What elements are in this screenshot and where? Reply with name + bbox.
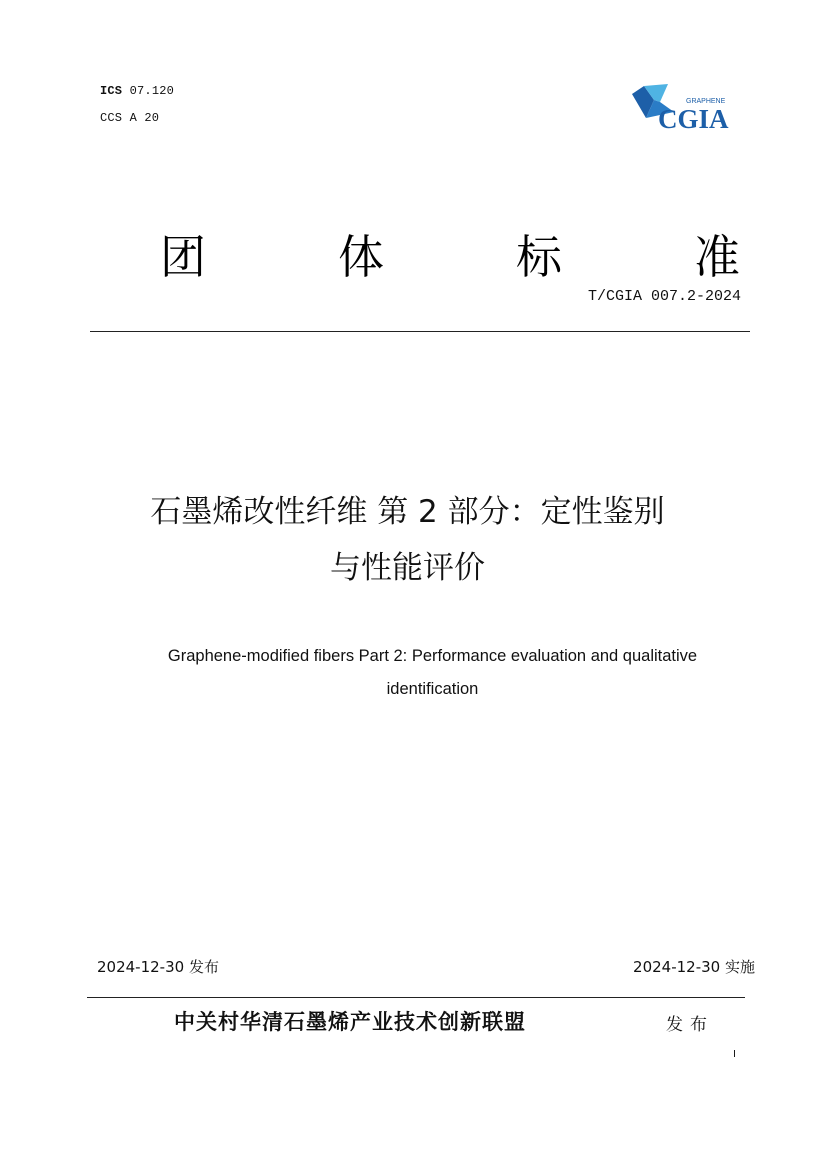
ics-value: 07.120	[129, 84, 175, 98]
chinese-title-line-1: 石墨烯改性纤维 第 2 部分：定性鉴别	[150, 494, 665, 530]
cgia-logo	[628, 80, 740, 132]
ics-label: ICS	[100, 84, 123, 98]
chinese-title-line-2: 与性能评价	[330, 550, 485, 586]
chinese-title	[60, 484, 755, 596]
logo-main-text: CGIA	[658, 104, 729, 132]
english-title-line-2: identification	[386, 680, 479, 698]
logo-small-text: GRAPHENE	[686, 98, 726, 105]
implement-date: 2024-12-30 实施	[633, 958, 755, 976]
standard-type-heading	[160, 222, 740, 286]
english-title	[90, 640, 775, 706]
publish-date: 2024-12-30 发布	[97, 958, 219, 976]
ics-classification	[100, 84, 174, 98]
bottom-divider	[87, 997, 745, 998]
page-number: I	[733, 1049, 736, 1060]
standard-number: T/CGIA 007.2-2024	[587, 288, 741, 305]
top-divider	[90, 331, 750, 332]
standard-type-char-3: 标	[516, 230, 562, 284]
ccs-classification: CCS A 20	[100, 111, 160, 125]
issuer-name: 中关村华清石墨烯产业技术创新联盟	[174, 1010, 526, 1034]
english-title-line-1: Graphene-modified fibers Part 2: Performance evaluation and qualitative	[167, 647, 698, 665]
issue-word: 发布	[666, 1015, 714, 1035]
standard-type-char-2: 体	[338, 230, 384, 284]
standard-type-char-4: 准	[694, 230, 740, 284]
standard-type-char-1: 团	[160, 230, 206, 284]
